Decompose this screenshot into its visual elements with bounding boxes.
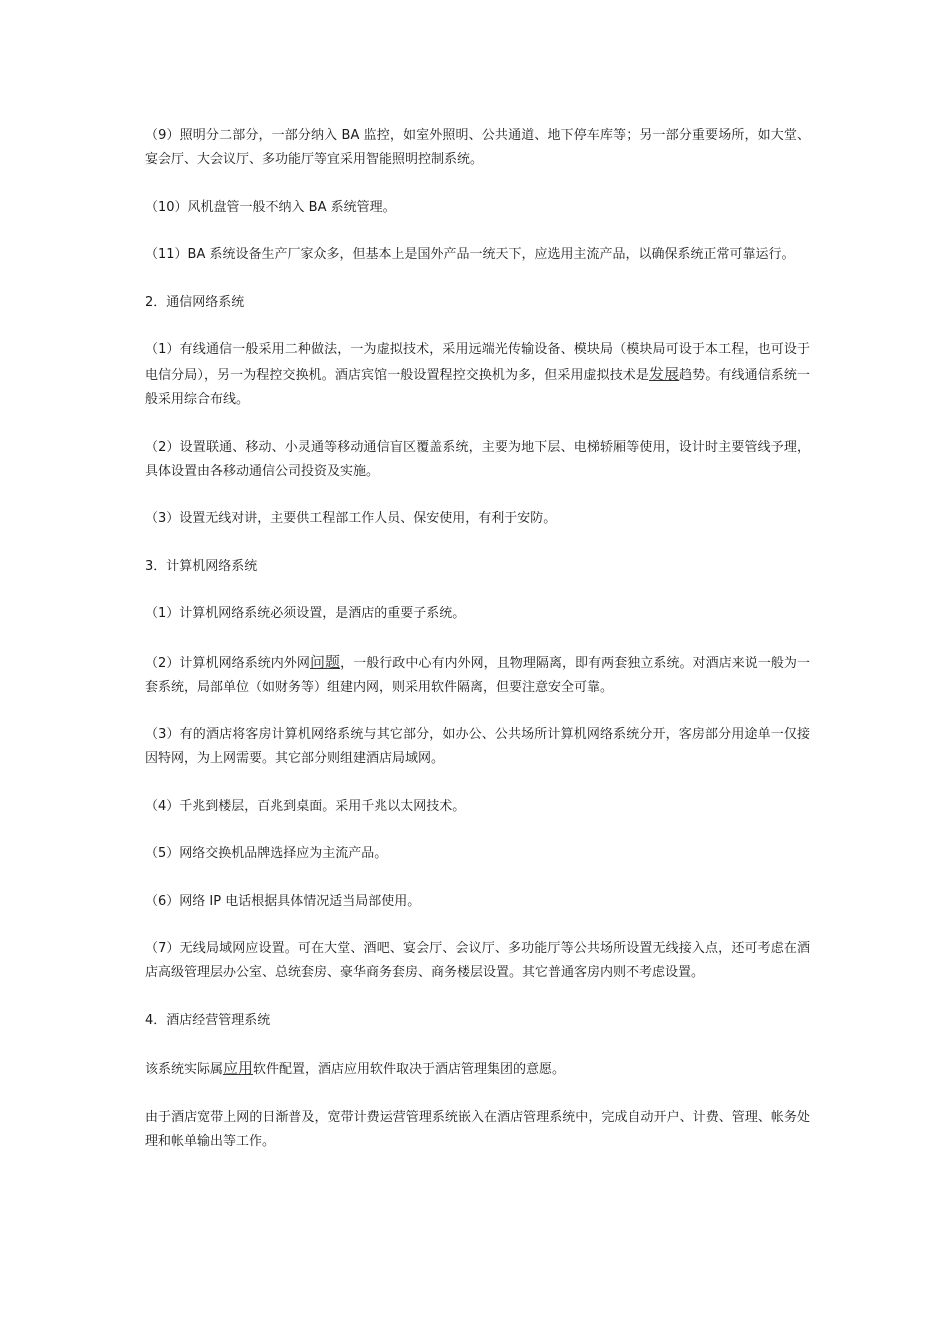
paragraph-switch-brand: （5）网络交换机品牌选择应为主流产品。 [145,846,388,861]
paragraph-wired-communication [145,338,810,412]
paragraph-mobile-coverage: （2）设置联通、移动、小灵通等移动通信盲区覆盖系统，主要为地下层、电梯轿厢等使用，设计时主要管线予理，具体设置由各移动通信公司投资及实施。 [145,439,810,479]
section-heading-hotel-management: 4．酒店经营管理系统 [145,1012,271,1028]
text-segment: （2）计算机网络系统内外网 [145,655,310,671]
paragraph-ip-phone: （6）网络 IP 电话根据具体情况适当局部使用。 [145,893,421,909]
document-body [145,124,810,1177]
paragraph-internal-external-network [145,650,810,700]
paragraph-guest-room-network: （3）有的酒店将客房计算机网络系统与其它部分，如办公、公共场所计算机网络系统分开，客房部分用途单一仅接因特网，为上网需要。其它部分则组建酒店局域网。 [145,727,810,766]
text-segment: 该系统实际属 [145,1062,224,1077]
paragraph-fan-coil: （10）风机盘管一般不纳入 BA 系统管理。 [145,199,396,215]
link-application[interactable]: 应用 [223,1059,254,1077]
section-heading-communication: 2．通信网络系统 [145,294,245,310]
section-heading-computer-network: 3．计算机网络系统 [145,558,258,574]
text-segment: 趋势。有线通信系统一般采用综合布线。 [145,368,810,407]
text-segment: 软件配置，酒店应用软件取决于酒店管理集团的意愿。 [253,1062,566,1077]
paragraph-gigabit: （4）千兆到楼层，百兆到桌面。采用千兆以太网技术。 [145,798,466,814]
link-problem[interactable]: 问题 [309,652,341,671]
text-segment: ，一般行政中心有内外网，且物理隔离，即有两套独立系统。对酒店来说一般为一套系统，局部单位（如财务等）组建内网，则采用软件隔离，但要注意安全可靠。 [145,655,810,695]
paragraph-broadband-billing: 由于酒店宽带上网的日渐普及，宽带计费运营管理系统嵌入在酒店管理系统中，完成自动开户、计费、管理、帐务处理和帐单输出等工作。 [145,1109,810,1149]
text-segment: （1）有线通信一般采用二种做法，一为虚拟技术，采用远端光传输设备、模块局（模块局可设于本工程，也可设于电信分局），另一为程控交换机。酒店宾馆一般设置程控交换机为多，但采用虚拟技术是 [145,342,810,383]
paragraph-lighting: （9）照明分二部分，一部分纳入 BA 监控，如室外照明、公共通道、地下停车库等；另一部分重要场所，如大堂、宴会厅、大会议厅、多功能厅等宜采用智能照明控制系统。 [145,128,810,167]
paragraph-application-software [145,1056,810,1082]
paragraph-wlan: （7）无线局域网应设置。可在大堂、酒吧、宴会厅、会议厅、多功能厅等公共场所设置无线接入点，还可考虑在酒店高级管理层办公室、总统套房、豪华商务套房、商务楼层设置。其它普通客房内则不考虑设置。 [145,941,810,980]
paragraph-ba-vendors: （11）BA 系统设备生产厂家众多，但基本上是国外产品一统天下，应选用主流产品，以确保系统正常可靠运行。 [145,247,795,262]
paragraph-network-required: （1）计算机网络系统必须设置，是酒店的重要子系统。 [145,606,466,621]
link-development[interactable]: 发展 [648,365,680,383]
paragraph-wireless-intercom: （3）设置无线对讲，主要供工程部工作人员、保安使用，有利于安防。 [145,511,557,526]
